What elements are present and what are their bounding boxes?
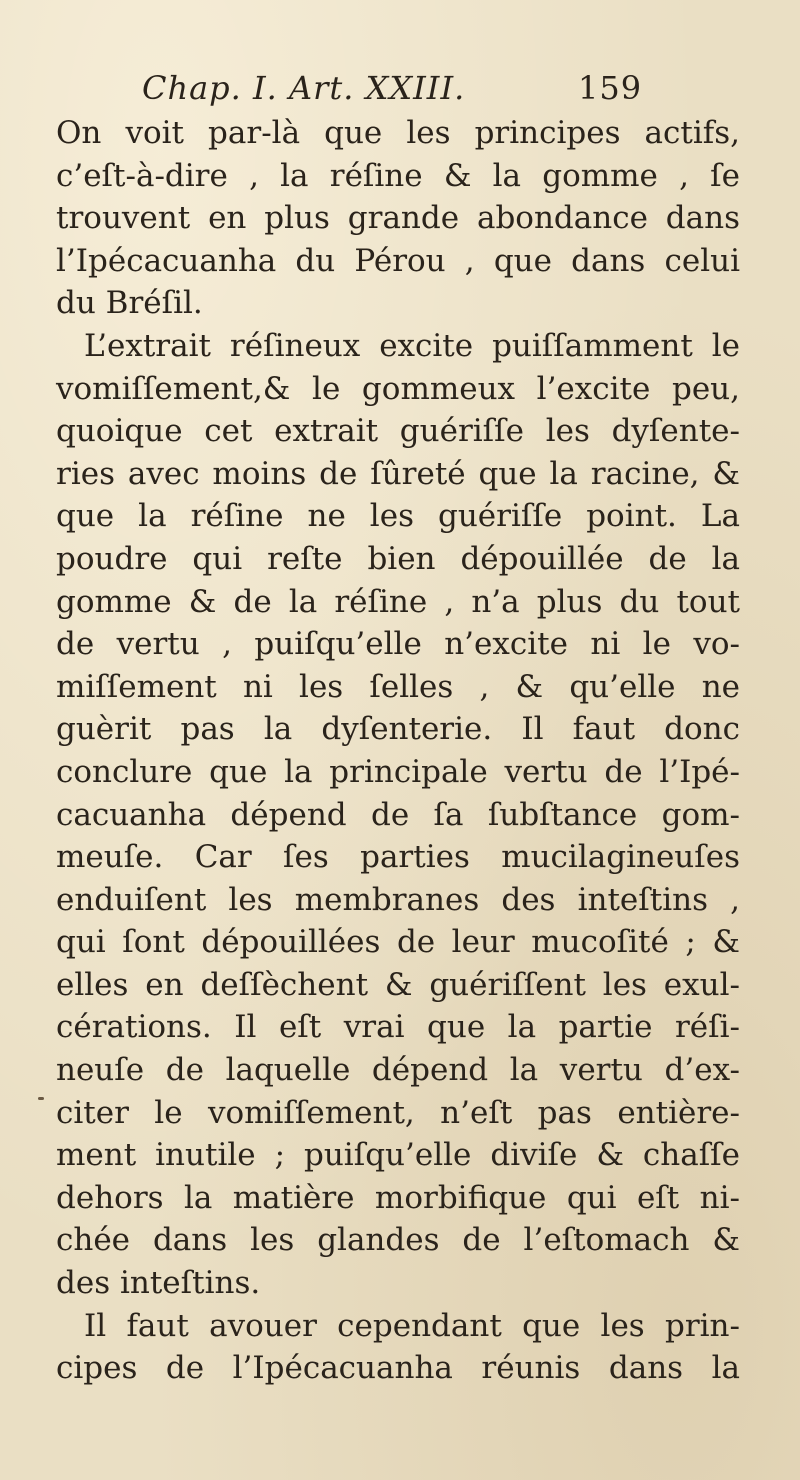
text-line: L’extrait réſineux excite puiſſamment le	[84, 327, 740, 364]
text-line: cipes de l’Ipécacuanha réunis dans la	[56, 1350, 740, 1387]
text-line: On voit par-là que les principes actifs,	[56, 115, 740, 151]
text-line: poudre qui reſte bien dépouillée de la	[56, 540, 740, 577]
text-line: cérations. Il eſt vrai que la partie réſi-	[56, 1009, 740, 1046]
text-line: Il faut avouer cependant que les prin-	[84, 1307, 740, 1344]
body-text	[56, 112, 740, 1390]
text-line: chée dans les glandes de l’eſtomach &	[56, 1222, 740, 1259]
text-line: ment inutile ; puiſqu’elle diviſe & chaſſe	[56, 1137, 740, 1174]
text-line: ries avec moins de ſûreté que la racine, &	[56, 455, 740, 492]
text-line: meuſe. Car ſes parties mucilagineuſes	[56, 839, 740, 876]
text-line: enduiſent les membranes des inteſtins ,	[56, 881, 740, 918]
text-line: du Bréſil.	[56, 285, 203, 322]
text-line: guèrit pas la dyſenterie. Il faut donc	[56, 711, 740, 748]
text-line: elles en deſſèchent & guériſſent les exul-	[56, 966, 740, 1003]
text-line: gomme & de la réſine , n’a plus du tout	[56, 583, 740, 620]
text-line: de vertu , puiſqu’elle n’excite ni le vo-	[56, 626, 740, 663]
text-line: quoique cet extrait guériſſe les dyſente-	[56, 413, 740, 450]
text-line: conclure que la principale vertu de l’Ipé-	[56, 753, 740, 790]
text-line: trouvent en plus grande abondance dans	[56, 200, 740, 237]
text-line: neuſe de laquelle dépend la vertu d’ex-	[56, 1052, 740, 1089]
page-number: 159	[578, 69, 643, 107]
text-line: que la réſine ne les guériſſe point. La	[56, 498, 740, 535]
text-line: miſſement ni les ſelles , & qu’elle ne	[56, 668, 740, 705]
margin-mark	[38, 1097, 44, 1100]
text-line: c’eſt-à-dire , la réſine & la gomme , ſe	[56, 157, 740, 194]
text-line: qui ſont dépouillées de leur mucoſité ; &	[56, 924, 740, 961]
text-line: l’Ipécacuanha du Pérou , que dans celui	[56, 242, 740, 279]
text-line: citer le vomiſſement, n’eſt pas entière-	[56, 1094, 740, 1131]
running-head: Chap. I. Art. XXIII.	[142, 69, 466, 107]
text-line: dehors la matière morbifique qui eſt ni-	[56, 1179, 740, 1216]
text-line: cacuanha dépend de ſa ſubſtance gom-	[56, 796, 740, 833]
page-header	[142, 66, 662, 110]
text-line: vomiſſement,& le gommeux l’excite peu,	[56, 370, 740, 407]
text-line: des inteſtins.	[56, 1265, 261, 1302]
